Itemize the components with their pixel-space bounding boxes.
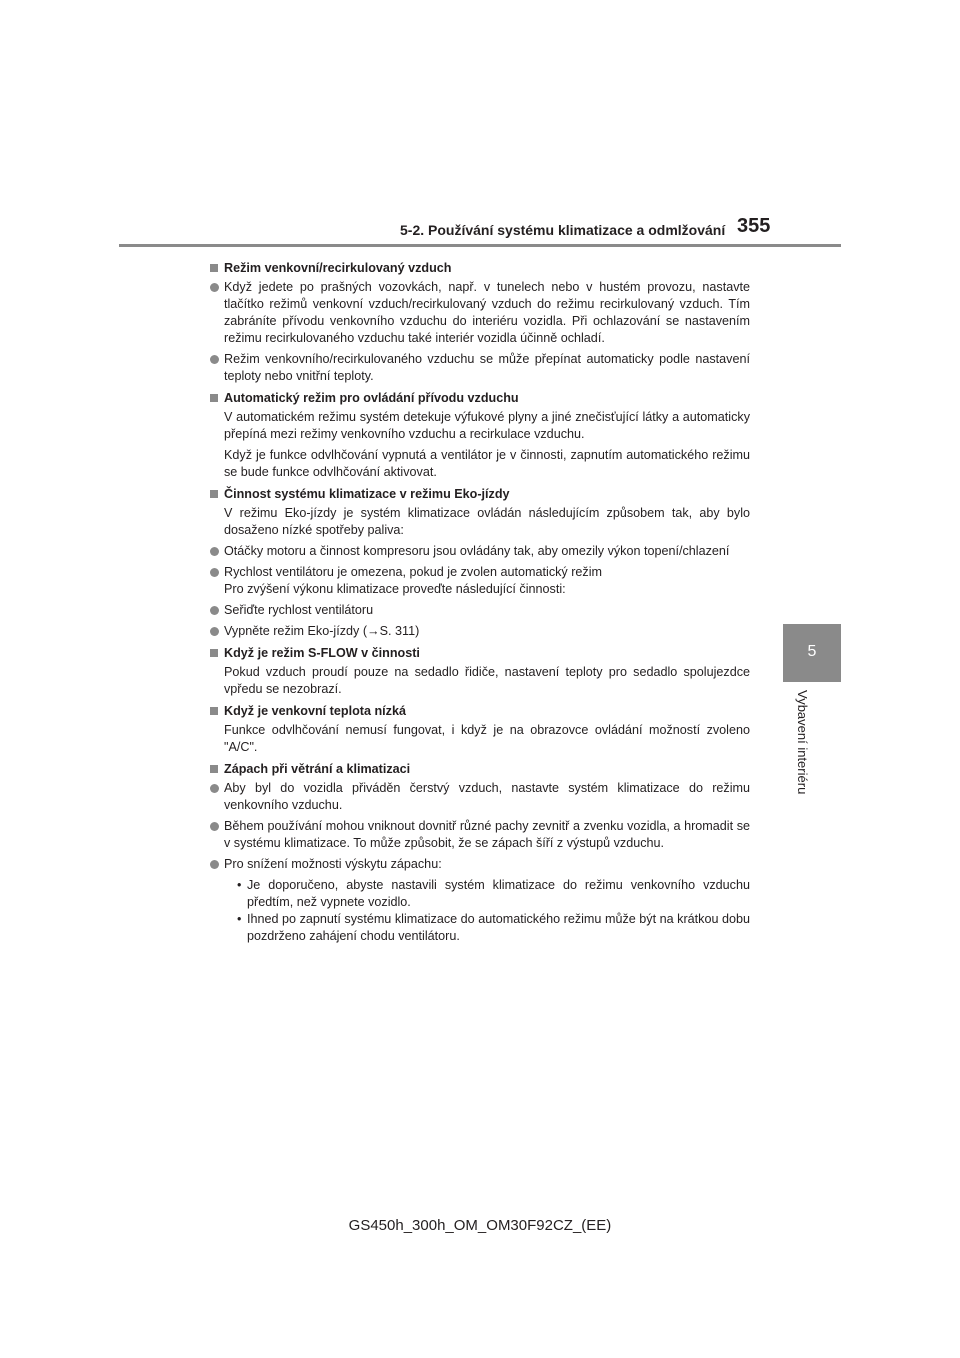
section-heading-text: Automatický režim pro ovládání přívodu vzduchu [224,391,519,405]
sub-item-text: Ihned po zapnutí systému klimatizace do automatického režimu může být na krátkou dobu pozdrženo zahájení chodu ventilátoru. [247,912,750,943]
bullet-text: Když jedete po prašných vozovkách, např. v tunelech nebo v hustém provozu, nastavte tlačítko režimů venkovní vzduch/recirkulovaný vzduch do režimu recirkulovaný vzduch. Tím zabráníte přívodu venkovního vzduchu do interiéru vozidla. Při ochlazování se nastavením režimu recirkulovaného vzduchu také interiér vozidla účinně ochladí. [224,280,750,345]
round-bullet-icon [210,627,219,636]
paragraph: Funkce odvlhčování nemusí fungovat, i když je na obrazovce ovládání možností zvoleno "A/C". [224,723,750,754]
page-number: 355 [737,215,771,237]
sub-item-text: Je doporučeno, abyste nastavili systém klimatizace do režimu venkovního vzduchu předtím, než vypnete vozidlo. [247,878,750,909]
bullet-text: Seřiďte rychlost ventilátoru [224,603,374,617]
bullet-text-line2: Pro zvýšení výkonu klimatizace proveďte následující činnosti: [224,582,566,596]
round-bullet-icon [210,784,219,793]
square-bullet-icon [210,264,218,272]
bullet-item [210,543,750,560]
chapter-tab [783,624,841,682]
bullet-item [210,780,750,814]
bullet-item [210,856,750,873]
sub-item [210,911,750,945]
section-heading [210,703,750,720]
bullet-text: Rychlost ventilátoru je omezena, pokud je zvolen automatický režim [224,565,602,579]
section-heading [210,390,750,407]
square-bullet-icon [210,649,218,657]
paragraph: V režimu Eko-jízdy je systém klimatizace ovládán následujícím způsobem tak, aby bylo dosaženo nízké spotřeby paliva: [224,506,750,537]
round-bullet-icon [210,822,219,831]
section-heading-text: Zápach při větrání a klimatizaci [224,762,411,776]
chapter-side-label [792,690,814,820]
manual-code-footer: GS450h_300h_OM_OM30F92CZ_(EE) [348,1217,612,1234]
chapter-tab-number: 5 [807,643,817,660]
bullet-text-page-reference: Vypněte režim Eko-jízdy (→S. 311) [224,624,420,638]
small-bullet-icon: • [237,912,242,926]
square-bullet-icon [210,765,218,773]
section-heading-text: Když je režim S-FLOW v činnosti [224,646,420,660]
bullet-text: Pro snížení možnosti výskytu zápachu: [224,857,442,871]
section-heading [210,486,750,503]
section-heading [210,645,750,662]
paragraph: Když je funkce odvlhčování vypnutá a ventilátor je v činnosti, zapnutím automatického režimu se bude funkce odvlhčování aktivovat. [224,448,750,479]
bullet-item [210,564,750,598]
bullet-text: Aby byl do vozidla přiváděn čerstvý vzduch, nastavte systém klimatizace do režimu venkovního vzduchu. [224,781,750,812]
chapter-side-label-text: Vybavení interiéru [795,690,810,795]
bullet-item [210,623,750,640]
round-bullet-icon [210,568,219,577]
bullet-text: Režim venkovního/recirkulovaného vzduchu se může přepínat automaticky podle nastavení teploty nebo vnitřní teploty. [224,352,750,383]
section-heading-text: Činnost systému klimatizace v režimu Eko-jízdy [224,487,510,501]
round-bullet-icon [210,860,219,869]
bullet-item [210,279,750,347]
square-bullet-icon [210,394,218,402]
bullet-item [210,818,750,852]
bullet-item [210,602,750,619]
paragraph: Pokud vzduch proudí pouze na sedadlo řidiče, nastavení teploty pro sedadlo spolujezdce vpředu se nezobrazí. [224,665,750,696]
header-rule [119,244,841,247]
section-heading-text: Režim venkovní/recirkulovaný vzduch [224,261,452,275]
bullet-text: Během používání mohou vniknout dovnitř různé pachy zevnitř a zvenku vozidla, a hromadit se v systému klimatizace. To může způsobit, že se zápach šíří z výstupů vzduchu. [224,819,750,850]
sub-item [210,877,750,911]
section-title: 5-2. Používání systému klimatizace a odmlžování [400,222,726,238]
paragraph: V automatickém režimu systém detekuje výfukové plyny a jiné znečisťující látky a automaticky přepíná mezi režimy venkovního vzduchu a recirkulace vzduchu. [224,410,750,441]
round-bullet-icon [210,547,219,556]
square-bullet-icon [210,707,218,715]
round-bullet-icon [210,606,219,615]
section-heading-text: Když je venkovní teplota nízká [224,704,406,718]
small-bullet-icon: • [237,878,242,892]
section-heading [210,260,750,277]
bullet-item [210,351,750,385]
round-bullet-icon [210,355,219,364]
bullet-text: Otáčky motoru a činnost kompresoru jsou ovládány tak, aby omezily výkon topení/chlazení [224,544,730,558]
square-bullet-icon [210,490,218,498]
round-bullet-icon [210,283,219,292]
page-content [210,255,750,945]
section-heading [210,761,750,778]
